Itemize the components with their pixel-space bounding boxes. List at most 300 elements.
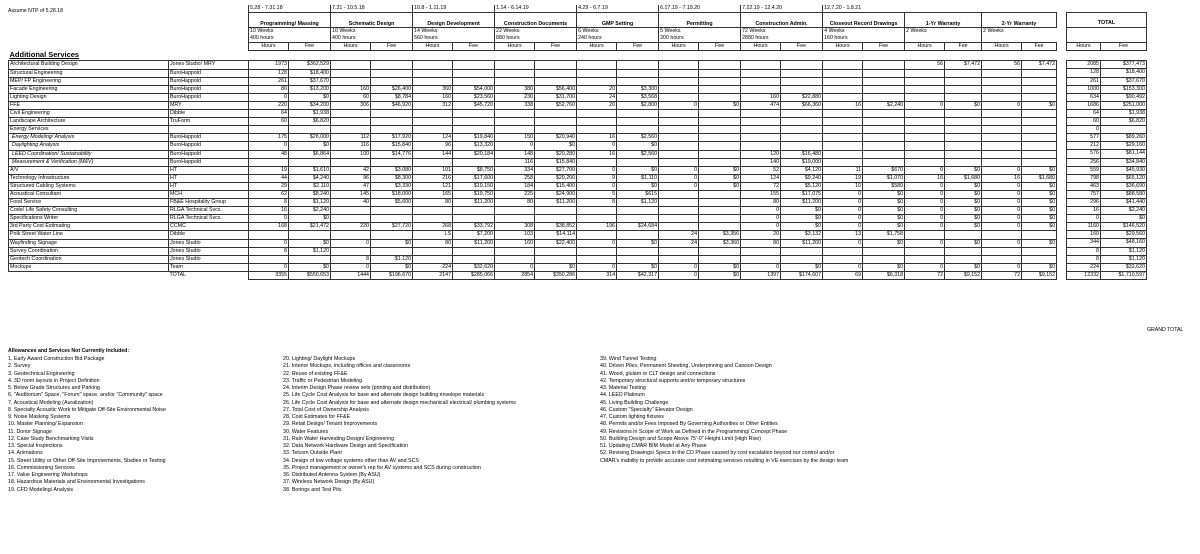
- hours-cell: 64: [249, 110, 289, 118]
- fee-cell: [371, 215, 413, 223]
- hours-cell: 13: [823, 231, 863, 239]
- hours-cell: 121: [413, 182, 453, 190]
- grand-total-row: [1067, 271, 1147, 279]
- fee-cell: [699, 247, 741, 255]
- firm-name: MRY: [169, 101, 249, 109]
- fee-cell: [699, 223, 741, 231]
- fee-cell: $0: [1022, 223, 1057, 231]
- fee-cell: $2,560: [617, 134, 659, 142]
- fee-cell: $15,840: [371, 142, 413, 150]
- spacer: [1067, 51, 1147, 61]
- fee-cell: $0: [945, 101, 982, 109]
- spacer-row: [1067, 35, 1147, 43]
- fee-cell: $0: [371, 263, 413, 271]
- fee-cell: [945, 126, 982, 134]
- total-fee: $2,240: [1101, 207, 1147, 215]
- fee-cell: $34,200: [289, 101, 331, 109]
- fee-cell: $10,150: [453, 182, 495, 190]
- col-hours: Hours: [982, 43, 1022, 51]
- hours-cell: 0: [823, 215, 863, 223]
- service-name: Specifications Writer: [9, 215, 169, 223]
- service-name: Food Service: [9, 199, 169, 207]
- fee-cell: [781, 69, 823, 77]
- fee-cell: [863, 142, 905, 150]
- hours-cell: [905, 134, 945, 142]
- allowance-item: 15. Street Utility or Other Off-Site Improvements, Studies or Testing: [8, 457, 166, 464]
- total-table-row: [1067, 190, 1147, 198]
- fee-cell: $52,760: [535, 101, 577, 109]
- total-cell: $196,670: [371, 271, 413, 279]
- total-cell: 3355: [249, 271, 289, 279]
- hours-cell: 0: [982, 215, 1022, 223]
- fee-cell: $0: [1022, 239, 1057, 247]
- phase-hours-row: [9, 35, 1057, 43]
- fee-cell: $13,320: [453, 142, 495, 150]
- hours-cell: 160: [413, 93, 453, 101]
- fee-cell: $19,750: [453, 190, 495, 198]
- total-fee: $153,300: [1101, 85, 1147, 93]
- fee-cell: [535, 69, 577, 77]
- fee-cell: [863, 134, 905, 142]
- hours-cell: [331, 247, 371, 255]
- spacer: [9, 271, 169, 279]
- fee-cell: [1022, 158, 1057, 166]
- hours-cell: [741, 77, 781, 85]
- fee-cell: [371, 69, 413, 77]
- total-hours: 576: [1067, 150, 1101, 158]
- hours-cell: [659, 93, 699, 101]
- col-fee: Fee: [289, 43, 331, 51]
- fee-cell: $7,472: [945, 61, 982, 69]
- fee-cell: $7,200: [453, 231, 495, 239]
- fee-cell: [945, 77, 982, 85]
- fee-cell: $1,938: [289, 110, 331, 118]
- hours-cell: [741, 126, 781, 134]
- col-fee: Fee: [1022, 43, 1057, 51]
- firm-name: BuroHappold: [169, 85, 249, 93]
- total-hours: 2085: [1067, 61, 1101, 69]
- table-row: [9, 182, 1057, 190]
- hours-cell: 0: [577, 263, 617, 271]
- allowance-item: 17. Value Engineering Workshops: [8, 472, 88, 478]
- fee-cell: [945, 110, 982, 118]
- hours-cell: 334: [495, 166, 535, 174]
- hours-cell: [982, 134, 1022, 142]
- fee-cell: [699, 199, 741, 207]
- total-fee: $36,690: [1101, 182, 1147, 190]
- spacer: [9, 5, 249, 13]
- hours-cell: 60: [331, 93, 371, 101]
- hours-cell: 0: [905, 101, 945, 109]
- phase-header: 2-Yr Warranty: [982, 13, 1057, 28]
- fee-cell: $18,000: [371, 190, 413, 198]
- hours-cell: 120: [741, 150, 781, 158]
- fee-cell: $14,776: [371, 150, 413, 158]
- hours-cell: 96: [331, 174, 371, 182]
- phase-weeks: 2 Weeks: [982, 28, 1057, 36]
- fee-cell: $37,670: [289, 77, 331, 85]
- fee-cell: [1022, 134, 1057, 142]
- fee-cell: $0: [1022, 215, 1057, 223]
- fee-cell: [535, 61, 577, 69]
- hours-cell: 8: [331, 255, 371, 263]
- fee-cell: [781, 77, 823, 85]
- hours-cell: [823, 118, 863, 126]
- allowance-item: 26. Life Cycle Cost Analysis for base and alternate design mechanical/ electrical/ plumbing systems: [283, 399, 516, 406]
- total-cell: $9,152: [1022, 271, 1057, 279]
- date-range: 4.29 - 6.7.19: [577, 5, 659, 13]
- hours-cell: 0: [982, 239, 1022, 247]
- col-fee: Fee: [453, 43, 495, 51]
- phase-weeks: 22 Weeks: [495, 28, 577, 36]
- fee-cell: [863, 69, 905, 77]
- fee-cell: $3,568: [617, 93, 659, 101]
- fee-cell: $2,240: [289, 207, 331, 215]
- hours-cell: [823, 110, 863, 118]
- fee-cell: [863, 93, 905, 101]
- allowance-item: 34. Design of low voltage systems other than AV and SCS: [283, 457, 419, 464]
- col-fee: Fee: [617, 43, 659, 51]
- fee-cell: $0: [945, 207, 982, 215]
- allowance-item: 29. Retail Design/ Tenant Improvements: [283, 421, 378, 428]
- hours-cell: [413, 215, 453, 223]
- fee-cell: $28,000: [289, 134, 331, 142]
- allowance-item: 45. Living Building Challenge: [600, 399, 669, 406]
- hours-cell: 80: [249, 85, 289, 93]
- allowances-title: Allowances and Services Not Currently Included:: [8, 348, 130, 354]
- date-range: 12.7.20 - 1.8.21: [823, 5, 905, 13]
- allowance-item: 25. Life Cycle Cost Analysis for base and alternate design building envelope materials: [283, 392, 485, 399]
- hours-cell: [413, 118, 453, 126]
- fee-cell: $3,360: [699, 239, 741, 247]
- total-cell: $9,152: [945, 271, 982, 279]
- service-name: Energy Services: [9, 126, 169, 134]
- fee-cell: [945, 158, 982, 166]
- phase-header: 1-Yr Warranty: [905, 13, 982, 28]
- hours-cell: [577, 215, 617, 223]
- hours-cell: [413, 126, 453, 134]
- hours-cell: 9: [577, 174, 617, 182]
- total-cell: 2854: [495, 271, 535, 279]
- hours-cell: 261: [249, 77, 289, 85]
- total-hours: 0: [1067, 215, 1101, 223]
- fee-cell: $3,330: [371, 182, 413, 190]
- phase-weeks: 14 Weeks: [413, 28, 495, 36]
- fee-cell: $7,472: [1022, 61, 1057, 69]
- allowance-item: 23. Traffic or Pedestrian Modeling: [283, 377, 363, 384]
- fee-cell: [781, 134, 823, 142]
- table-row: [9, 85, 1057, 93]
- total-cell: 72: [905, 271, 945, 279]
- fee-cell: [535, 255, 577, 263]
- allowance-item: 24. Interim Design Phase review sets (printing and distribution): [283, 385, 431, 391]
- table-row: [9, 207, 1057, 215]
- total-fee: $65,120: [1101, 174, 1147, 182]
- fee-cell: [453, 69, 495, 77]
- total-table-row: [1067, 182, 1147, 190]
- hours-cell: [413, 77, 453, 85]
- allowance-item: 20. Lighting/ Daylight Mockups: [283, 356, 356, 362]
- table-row: [9, 263, 1057, 271]
- spacer: [905, 5, 1057, 13]
- hours-cell: [495, 215, 535, 223]
- service-name: Mockups: [9, 263, 169, 271]
- allowance-item: 50. Building Design and Scope Above 75'-0" Height Limit (High Rise): [600, 435, 762, 442]
- hours-cell: 0: [982, 182, 1022, 190]
- firm-name: HT: [169, 166, 249, 174]
- total-hours: 559: [1067, 166, 1101, 174]
- section-title-row: [9, 51, 1057, 61]
- total-fee: $32,620: [1101, 263, 1147, 271]
- fee-cell: [699, 142, 741, 150]
- fee-cell: [699, 77, 741, 85]
- fee-cell: $0: [1022, 207, 1057, 215]
- fee-cell: $0: [945, 223, 982, 231]
- firm-name: Team: [169, 263, 249, 271]
- hours-cell: [659, 199, 699, 207]
- hours-cell: 220: [331, 223, 371, 231]
- col-hours: Hours: [331, 43, 371, 51]
- col-fee: Fee: [781, 43, 823, 51]
- hours-cell: 0: [905, 215, 945, 223]
- hours-cell: [823, 93, 863, 101]
- fee-cell: $11,200: [453, 199, 495, 207]
- service-name: Facade Engineering: [9, 85, 169, 93]
- allowance-item: 8. Specialty Acoustic Work to Mitigate Off-Site Environmental Noise: [8, 406, 166, 413]
- fee-cell: $6,864: [289, 150, 331, 158]
- firm-name: HT: [169, 182, 249, 190]
- fee-cell: $22,880: [781, 93, 823, 101]
- total-hours: 577: [1067, 134, 1101, 142]
- hours-cell: 8: [249, 247, 289, 255]
- total-table-row: [1067, 255, 1147, 263]
- fee-cell: [617, 126, 659, 134]
- allowance-item: 6. "Auditorium" Space, "Forum" space, and/or "Community" space: [8, 392, 163, 399]
- fee-cell: $0: [863, 215, 905, 223]
- fee-cell: $21,472: [289, 223, 331, 231]
- service-name: Structured Cabling Systems: [9, 182, 169, 190]
- hours-cell: [331, 61, 371, 69]
- hours-cell: 0: [905, 190, 945, 198]
- fee-cell: $6,820: [289, 118, 331, 126]
- phase-header: Permitting: [659, 13, 741, 28]
- fee-cell: [453, 207, 495, 215]
- hours-cell: 0: [741, 263, 781, 271]
- fee-cell: $0: [945, 166, 982, 174]
- total-table-row: [1067, 93, 1147, 101]
- hours-cell: 16: [249, 207, 289, 215]
- col-fee: Fee: [699, 43, 741, 51]
- allowance-item: 19. CFD Modeling/ Analysis: [8, 486, 74, 493]
- total-fee: $45,930: [1101, 166, 1147, 174]
- col-fee: Fee: [945, 43, 982, 51]
- total-cell: 1444: [331, 271, 371, 279]
- hours-cell: LS: [413, 231, 453, 239]
- total-table-row: [1067, 215, 1147, 223]
- hours-cell: 160: [741, 93, 781, 101]
- hours-cell: 148: [495, 150, 535, 158]
- phase-hours: [905, 35, 982, 43]
- fee-cell: [453, 255, 495, 263]
- hours-cell: [905, 247, 945, 255]
- hours-cell: [982, 69, 1022, 77]
- allowance-item: 37. Wireless Network Design (By ASU): [283, 479, 375, 486]
- fee-cell: $2,110: [289, 182, 331, 190]
- fee-cell: $0: [863, 199, 905, 207]
- fee-cell: [863, 126, 905, 134]
- total-fee: $37,670: [1101, 77, 1147, 85]
- fee-cell: [945, 247, 982, 255]
- total-cell: 69: [823, 271, 863, 279]
- fee-cell: $1,120: [289, 247, 331, 255]
- fee-cell: $0: [945, 182, 982, 190]
- fee-cell: $1,070: [863, 174, 905, 182]
- fee-cell: $19,840: [453, 134, 495, 142]
- hours-cell: [982, 158, 1022, 166]
- hours-cell: 24: [659, 231, 699, 239]
- allowance-item: 28. Cost Estimates for FF&E: [283, 414, 351, 420]
- fee-cell: $8,300: [371, 174, 413, 182]
- hours-cell: 116: [331, 142, 371, 150]
- firm-name: CCMC: [169, 223, 249, 231]
- allowance-item: 33. Telcom Outside Plant: [283, 450, 342, 457]
- fee-cell: [371, 126, 413, 134]
- hours-cell: 20: [577, 101, 617, 109]
- hours-cell: 0: [577, 166, 617, 174]
- section-title: [9, 51, 1057, 61]
- allowance-item: 16. Commissioning Services: [8, 464, 75, 471]
- spacer: [9, 28, 249, 36]
- hours-cell: 1973: [249, 61, 289, 69]
- total-table-row: [1067, 101, 1147, 109]
- col-hours: Hours: [577, 43, 617, 51]
- fee-cell: $0: [945, 263, 982, 271]
- hours-cell: [495, 77, 535, 85]
- hours-cell: 258: [495, 174, 535, 182]
- table-row: [9, 77, 1057, 85]
- fee-cell: [617, 231, 659, 239]
- hours-cell: [577, 110, 617, 118]
- hours-cell: [823, 85, 863, 93]
- hours-cell: [577, 77, 617, 85]
- date-range: 6.17.19 - 7.19.20: [659, 5, 741, 13]
- fee-cell: [1022, 142, 1057, 150]
- table-row: [9, 110, 1057, 118]
- total-cell: 1397: [741, 271, 781, 279]
- fee-cell: [945, 69, 982, 77]
- total-table-row: [1067, 166, 1147, 174]
- hours-cell: [982, 93, 1022, 101]
- hours-cell: 5: [577, 190, 617, 198]
- total-hours: 296: [1067, 198, 1101, 206]
- service-name: Architectural Building Design: [9, 61, 169, 69]
- hours-cell: 10: [823, 182, 863, 190]
- fee-cell: $2,800: [617, 101, 659, 109]
- hours-cell: 474: [741, 101, 781, 109]
- fee-cell: $8,240: [289, 190, 331, 198]
- hours-cell: 8: [249, 199, 289, 207]
- hours-cell: 103: [495, 231, 535, 239]
- total-fee: $89,260: [1101, 134, 1147, 142]
- fee-cell: [535, 118, 577, 126]
- service-name: Daylighting Analysis: [9, 142, 169, 150]
- total-table-row: [1067, 158, 1147, 166]
- phase-hours: 880 hours: [495, 35, 577, 43]
- total-table-row: [1067, 263, 1147, 271]
- fee-cell: [289, 231, 331, 239]
- date-range: 5.28 - 7.31.18: [249, 5, 331, 13]
- allowance-item: 13. Special Inspections: [8, 443, 63, 449]
- fee-cell: [617, 69, 659, 77]
- service-name: LEED Coordination/ Sustainability: [9, 150, 169, 158]
- allowance-item: 9. Noise Masking Systems: [8, 414, 71, 420]
- hours-cell: [823, 158, 863, 166]
- fee-cell: [371, 77, 413, 85]
- phase-hours: 240 hours: [577, 35, 659, 43]
- hours-cell: 0: [577, 142, 617, 150]
- firm-name: TruForm: [169, 118, 249, 126]
- phase-weeks: 2 Weeks: [905, 28, 982, 36]
- fee-cell: $580: [863, 182, 905, 190]
- fee-cell: [699, 118, 741, 126]
- hours-cell: [495, 69, 535, 77]
- hours-cell: 268: [413, 223, 453, 231]
- hours-cell: [495, 118, 535, 126]
- table-row: [9, 166, 1057, 174]
- fee-cell: $8,750: [453, 166, 495, 174]
- firm-name: Jones Studio: [169, 247, 249, 255]
- fee-cell: $0: [617, 142, 659, 150]
- total-fee: $48,160: [1101, 239, 1147, 247]
- fee-cell: $9,240: [781, 174, 823, 182]
- total-table-row: [1067, 134, 1147, 142]
- total-fee: $146,520: [1101, 223, 1147, 231]
- allowance-item: 40. Driven Piles, Permanent Sheeting, Underpinning and Caisson Design: [600, 363, 772, 370]
- hours-cell: 0: [577, 239, 617, 247]
- service-name: Structural Engineering: [9, 69, 169, 77]
- hours-cell: [741, 142, 781, 150]
- hours-cell: 220: [249, 101, 289, 109]
- allowance-item: 27. Total Cost of Ownership Analysis: [283, 406, 369, 413]
- phase-hours: 560 hours: [413, 35, 495, 43]
- fee-cell: [617, 247, 659, 255]
- firm-name: BuroHappold: [169, 142, 249, 150]
- phase-weeks: 10 Weeks: [331, 28, 413, 36]
- fee-cell: $22,400: [535, 239, 577, 247]
- fee-cell: $0: [699, 182, 741, 190]
- allowance-item: 52. Revising Drawings/ Specs in the CD Phase caused by cost escalation beyond our control and/or: [600, 450, 835, 457]
- hours-cell: 0: [249, 263, 289, 271]
- hours-cell: 16: [982, 174, 1022, 182]
- total-table-row: [1067, 126, 1147, 134]
- fee-cell: [1022, 118, 1057, 126]
- firm-name: BuroHappold: [169, 158, 249, 166]
- hours-cell: [659, 126, 699, 134]
- hours-cell: 48: [249, 150, 289, 158]
- hours-cell: [659, 247, 699, 255]
- hours-cell: [659, 77, 699, 85]
- hours-cell: 0: [905, 223, 945, 231]
- fee-cell: [453, 126, 495, 134]
- fee-cell: $15,400: [535, 182, 577, 190]
- fee-cell: [863, 110, 905, 118]
- hours-cell: [982, 77, 1022, 85]
- hours-cell: [659, 150, 699, 158]
- hours-cell: 0: [659, 182, 699, 190]
- hours-cell: [741, 85, 781, 93]
- hours-cell: [659, 69, 699, 77]
- fee-cell: [781, 142, 823, 150]
